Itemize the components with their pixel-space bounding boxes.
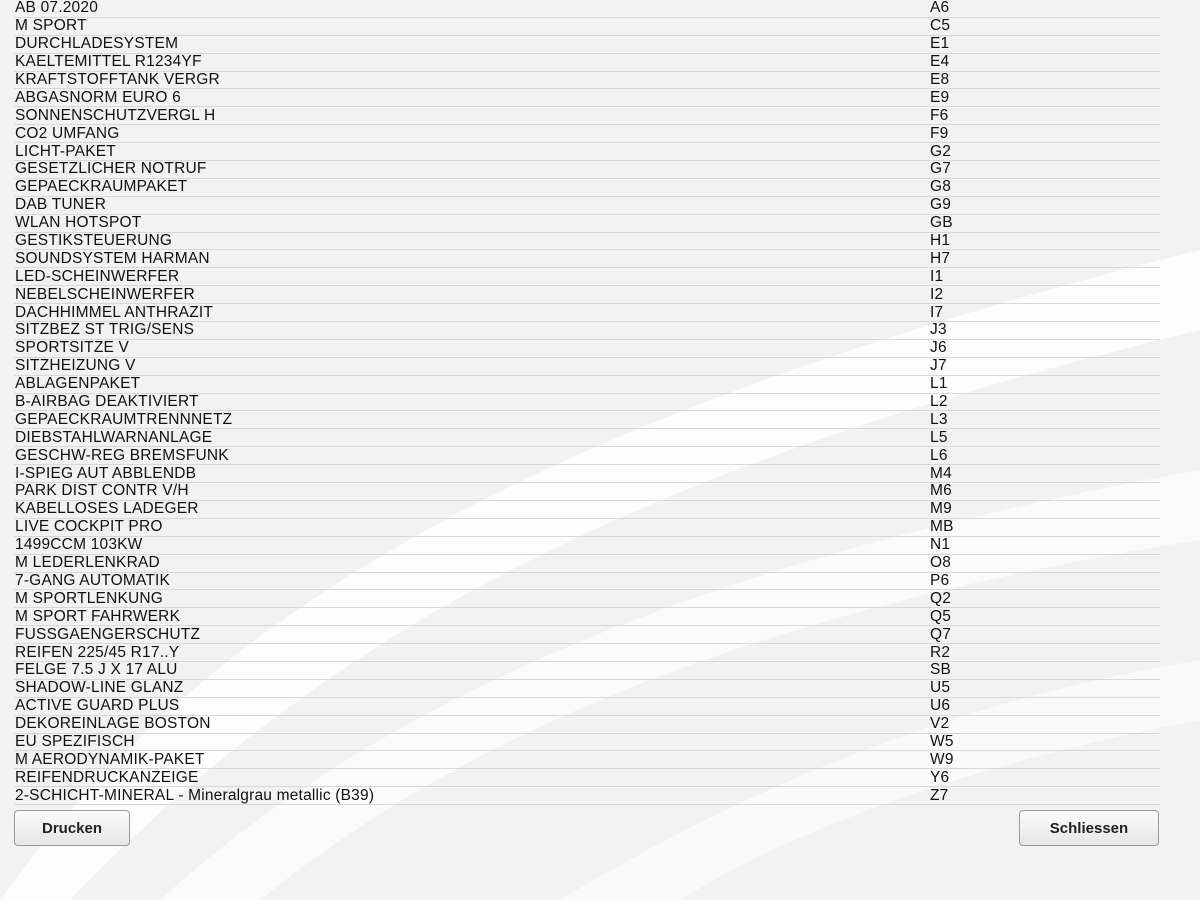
- equipment-row: [14, 680, 1160, 698]
- equipment-code: U6: [930, 697, 951, 715]
- equipment-code: F9: [930, 124, 949, 142]
- equipment-name: CO2 UMFANG: [15, 125, 120, 142]
- equipment-name: GEPAECKRAUMTRENNNETZ: [15, 411, 233, 428]
- equipment-row: [14, 72, 1160, 90]
- equipment-row: [14, 501, 1160, 519]
- equipment-code: M6: [930, 482, 952, 500]
- equipment-code: Z7: [930, 786, 949, 804]
- equipment-name: SHADOW-LINE GLANZ: [15, 680, 184, 697]
- equipment-name: NEBELSCHEINWERFER: [15, 286, 195, 303]
- equipment-row: [14, 555, 1160, 573]
- equipment-name: 7-GANG AUTOMATIK: [15, 572, 171, 589]
- equipment-row: [14, 751, 1160, 769]
- equipment-row: [14, 197, 1160, 215]
- equipment-row: [14, 698, 1160, 716]
- equipment-row: [14, 590, 1160, 608]
- equipment-name: DACHHIMMEL ANTHRAZIT: [15, 304, 214, 321]
- equipment-code: A6: [930, 0, 950, 17]
- equipment-code: I2: [930, 285, 944, 303]
- equipment-row: [14, 304, 1160, 322]
- equipment-code: O8: [930, 554, 952, 572]
- equipment-name: ABLAGENPAKET: [15, 376, 141, 393]
- equipment-row: [14, 734, 1160, 752]
- equipment-code: L6: [930, 446, 948, 464]
- equipment-name: GESCHW-REG BREMSFUNK: [15, 447, 229, 464]
- equipment-name: REIFEN 225/45 R17..Y: [15, 644, 180, 661]
- equipment-code: G2: [930, 142, 952, 160]
- equipment-name: SITZBEZ ST TRIG/SENS: [15, 322, 195, 339]
- equipment-code: U5: [930, 679, 951, 697]
- equipment-code: P6: [930, 571, 950, 589]
- equipment-code: L5: [930, 428, 948, 446]
- equipment-row: [14, 340, 1160, 358]
- equipment-row: [14, 716, 1160, 734]
- equipment-name: SITZHEIZUNG V: [15, 358, 136, 375]
- equipment-name: REIFENDRUCKANZEIGE: [15, 769, 199, 786]
- equipment-name: M SPORT: [15, 18, 87, 35]
- equipment-row: [14, 644, 1160, 662]
- equipment-row: [14, 286, 1160, 304]
- equipment-name: B-AIRBAG DEAKTIVIERT: [15, 394, 199, 411]
- equipment-code: Q5: [930, 607, 952, 625]
- equipment-row: [14, 465, 1160, 483]
- equipment-name: WLAN HOTSPOT: [15, 215, 142, 232]
- equipment-row: [14, 0, 1160, 18]
- equipment-code: H7: [930, 249, 951, 267]
- equipment-row: [14, 36, 1160, 54]
- equipment-row: [14, 268, 1160, 286]
- equipment-row: [14, 54, 1160, 72]
- equipment-code: E4: [930, 53, 950, 71]
- equipment-row: [14, 143, 1160, 161]
- equipment-name: GEPAECKRAUMPAKET: [15, 179, 188, 196]
- equipment-name: M SPORT FAHRWERK: [15, 608, 181, 625]
- equipment-name: ACTIVE GUARD PLUS: [15, 698, 180, 715]
- equipment-name: KABELLOSES LADEGER: [15, 501, 199, 518]
- equipment-code: Q7: [930, 625, 952, 643]
- equipment-code: MB: [930, 518, 954, 536]
- equipment-name: EU SPEZIFISCH: [15, 733, 135, 750]
- equipment-code: W9: [930, 750, 954, 768]
- equipment-row: [14, 322, 1160, 340]
- equipment-name: 1499CCM 103KW: [15, 537, 143, 554]
- equipment-row: [14, 519, 1160, 537]
- equipment-code: M9: [930, 500, 952, 518]
- equipment-name: GESTIKSTEUERUNG: [15, 233, 173, 250]
- equipment-code: L2: [930, 393, 948, 411]
- equipment-row: [14, 376, 1160, 394]
- equipment-row: [14, 215, 1160, 233]
- equipment-row: [14, 358, 1160, 376]
- equipment-name: 2-SCHICHT-MINERAL - Mineralgrau metallic (B39): [15, 787, 375, 804]
- equipment-code: J7: [930, 357, 947, 375]
- close-button[interactable]: Schliessen: [1019, 810, 1159, 846]
- equipment-code: I7: [930, 303, 944, 321]
- equipment-name: M LEDERLENKRAD: [15, 555, 160, 572]
- equipment-name: SPORTSITZE V: [15, 340, 130, 357]
- equipment-row: [14, 394, 1160, 412]
- equipment-code: W5: [930, 732, 954, 750]
- equipment-code: N1: [930, 536, 951, 554]
- equipment-code: L3: [930, 410, 948, 428]
- equipment-name: DAB TUNER: [15, 197, 107, 214]
- equipment-name: DURCHLADESYSTEM: [15, 36, 179, 53]
- equipment-name: LIVE COCKPIT PRO: [15, 519, 163, 536]
- equipment-name: M SPORTLENKUNG: [15, 590, 164, 607]
- equipment-name: KRAFTSTOFFTANK VERGR: [15, 72, 220, 88]
- equipment-row: [14, 787, 1160, 805]
- equipment-row: [14, 18, 1160, 36]
- equipment-row: [14, 429, 1160, 447]
- equipment-row: [14, 573, 1160, 591]
- equipment-name: FUSSGAENGERSCHUTZ: [15, 626, 201, 643]
- equipment-code: E8: [930, 71, 950, 88]
- equipment-row: [14, 107, 1160, 125]
- equipment-name: FELGE 7.5 J X 17 ALU: [15, 662, 178, 679]
- equipment-name: LICHT-PAKET: [15, 143, 116, 160]
- equipment-name: DIEBSTAHLWARNANLAGE: [15, 429, 213, 446]
- equipment-row: [14, 89, 1160, 107]
- equipment-code: E9: [930, 88, 950, 106]
- equipment-row: [14, 626, 1160, 644]
- equipment-row: [14, 179, 1160, 197]
- equipment-code: Y6: [930, 768, 950, 786]
- equipment-row: [14, 125, 1160, 143]
- equipment-row: [14, 411, 1160, 429]
- equipment-row: [14, 233, 1160, 251]
- print-button[interactable]: Drucken: [14, 810, 130, 846]
- equipment-row: [14, 250, 1160, 268]
- equipment-code: G8: [930, 178, 952, 196]
- equipment-row: [14, 769, 1160, 787]
- equipment-name: SONNENSCHUTZVERGL H: [15, 107, 216, 124]
- equipment-code: G9: [930, 196, 952, 214]
- equipment-code: GB: [930, 214, 953, 232]
- equipment-name: M AERODYNAMIK-PAKET: [15, 751, 205, 768]
- equipment-name: DEKOREINLAGE BOSTON: [15, 716, 211, 733]
- equipment-code: C5: [930, 17, 951, 35]
- equipment-name: SOUNDSYSTEM HARMAN: [15, 250, 210, 267]
- equipment-code: SB: [930, 661, 952, 679]
- equipment-row: [14, 447, 1160, 465]
- equipment-name: ABGASNORM EURO 6: [15, 89, 181, 106]
- equipment-code: F6: [930, 106, 949, 124]
- equipment-name: PARK DIST CONTR V/H: [15, 483, 189, 500]
- equipment-code: E1: [930, 35, 950, 53]
- equipment-code: G7: [930, 160, 952, 178]
- equipment-row: [14, 483, 1160, 501]
- equipment-code: Q2: [930, 589, 952, 607]
- equipment-name: AB 07.2020: [15, 0, 99, 17]
- equipment-code: H1: [930, 232, 951, 250]
- equipment-code: L1: [930, 375, 948, 393]
- equipment-code: J3: [930, 321, 947, 339]
- equipment-row: [14, 537, 1160, 555]
- equipment-row: [14, 662, 1160, 680]
- equipment-code: R2: [930, 643, 951, 661]
- equipment-name: LED-SCHEINWERFER: [15, 268, 180, 285]
- equipment-name: GESETZLICHER NOTRUF: [15, 161, 207, 178]
- equipment-name: I-SPIEG AUT ABBLENDB: [15, 465, 197, 482]
- equipment-code: V2: [930, 715, 950, 733]
- equipment-code: I1: [930, 267, 944, 285]
- equipment-list: [14, 0, 1160, 805]
- equipment-code: J6: [930, 339, 947, 357]
- equipment-name: KAELTEMITTEL R1234YF: [15, 54, 202, 71]
- equipment-row: [14, 161, 1160, 179]
- equipment-row: [14, 608, 1160, 626]
- equipment-code: M4: [930, 464, 952, 482]
